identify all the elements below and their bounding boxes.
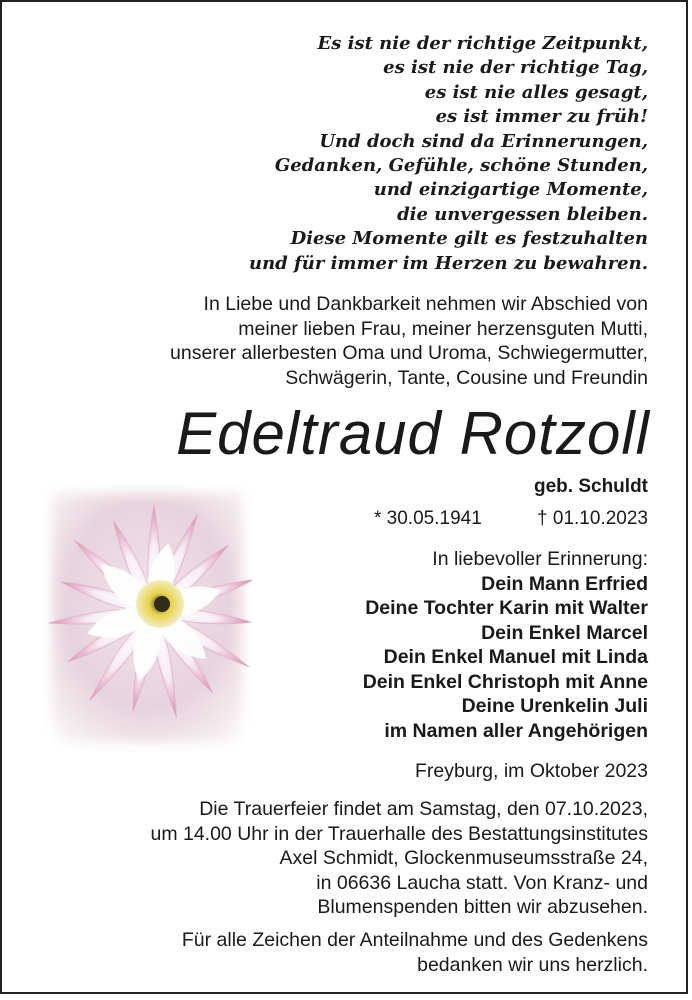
life-dates — [248, 506, 648, 532]
funeral-line: um 14.00 Uhr in der Trauerhalle des Bestattungsinstitutes — [150, 822, 648, 845]
thanks-text — [8, 928, 648, 977]
funeral-line: in 06636 Laucha statt. Von Kranz- und — [316, 871, 648, 894]
poem-line: Diese Momente gilt es festzuhalten — [290, 228, 648, 250]
poem-line: es ist nie der richtige Tag, — [383, 57, 648, 79]
death-date: † 01.10.2023 — [537, 508, 648, 529]
poem-line: Es ist nie der richtige Zeitpunkt, — [317, 33, 648, 54]
poem-line: Und doch sind da Erinnerungen, — [319, 130, 648, 152]
thanks-line: bedanken wir uns herzlich. — [417, 953, 648, 976]
mourner: Dein Enkel Marcel — [481, 621, 648, 644]
intro-line: In Liebe und Dankbarkeit nehmen wir Abschied von — [203, 293, 648, 315]
thanks-line: Für alle Zeichen der Anteilnahme und des Gedenkens — [181, 929, 648, 951]
poem-line: und für immer im Herzen zu bewahren. — [248, 252, 648, 274]
poem-line: es ist immer zu früh! — [435, 106, 648, 128]
flower-photo — [42, 484, 252, 752]
poem-line: es ist nie alles gesagt, — [424, 81, 648, 103]
funeral-line: Die Trauerfeier findet am Samstag, den 07.10.2023, — [199, 798, 648, 820]
poem-line: die unvergessen bleiben. — [397, 203, 648, 225]
poem-line: Gedanken, Gefühle, schöne Stunden, — [274, 155, 648, 177]
maiden-name: geb. Schuldt — [534, 476, 648, 497]
intro-line: meiner lieben Frau, meiner herzensguten Mutti, — [238, 317, 648, 340]
mourner: im Namen aller Angehörigen — [384, 719, 648, 742]
poem — [88, 32, 648, 276]
mourner: Dein Enkel Christoph mit Anne — [362, 670, 648, 693]
birth-date: * 30.05.1941 — [374, 508, 482, 529]
deceased-name: Edeltraud Rotzoll — [176, 400, 650, 467]
funeral-line: Axel Schmidt, Glockenmuseumsstraße 24, — [279, 847, 648, 869]
flower-icon — [42, 484, 252, 752]
intro-line: Schwägerin, Tante, Cousine und Freundin — [285, 366, 648, 389]
mourners-lead: In liebevoller Erinnerung: — [432, 548, 648, 570]
mourner: Dein Enkel Manuel mit Linda — [383, 646, 648, 668]
intro-line: unserer allerbesten Oma und Uroma, Schwiegermutter, — [170, 342, 648, 364]
poem-line: und einzigartige Momente, — [373, 179, 648, 201]
place-date: Freyburg, im Oktober 2023 — [414, 760, 648, 782]
intro-text — [8, 292, 648, 390]
mourner: Dein Mann Erfried — [481, 572, 648, 595]
funeral-line: Blumenspenden bitten wir abzusehen. — [317, 896, 648, 918]
mourner: Deine Tochter Karin mit Walter — [365, 597, 648, 619]
funeral-info — [8, 797, 648, 920]
mourner: Deine Urenkelin Juli — [461, 695, 648, 717]
mourners-list — [228, 547, 648, 743]
